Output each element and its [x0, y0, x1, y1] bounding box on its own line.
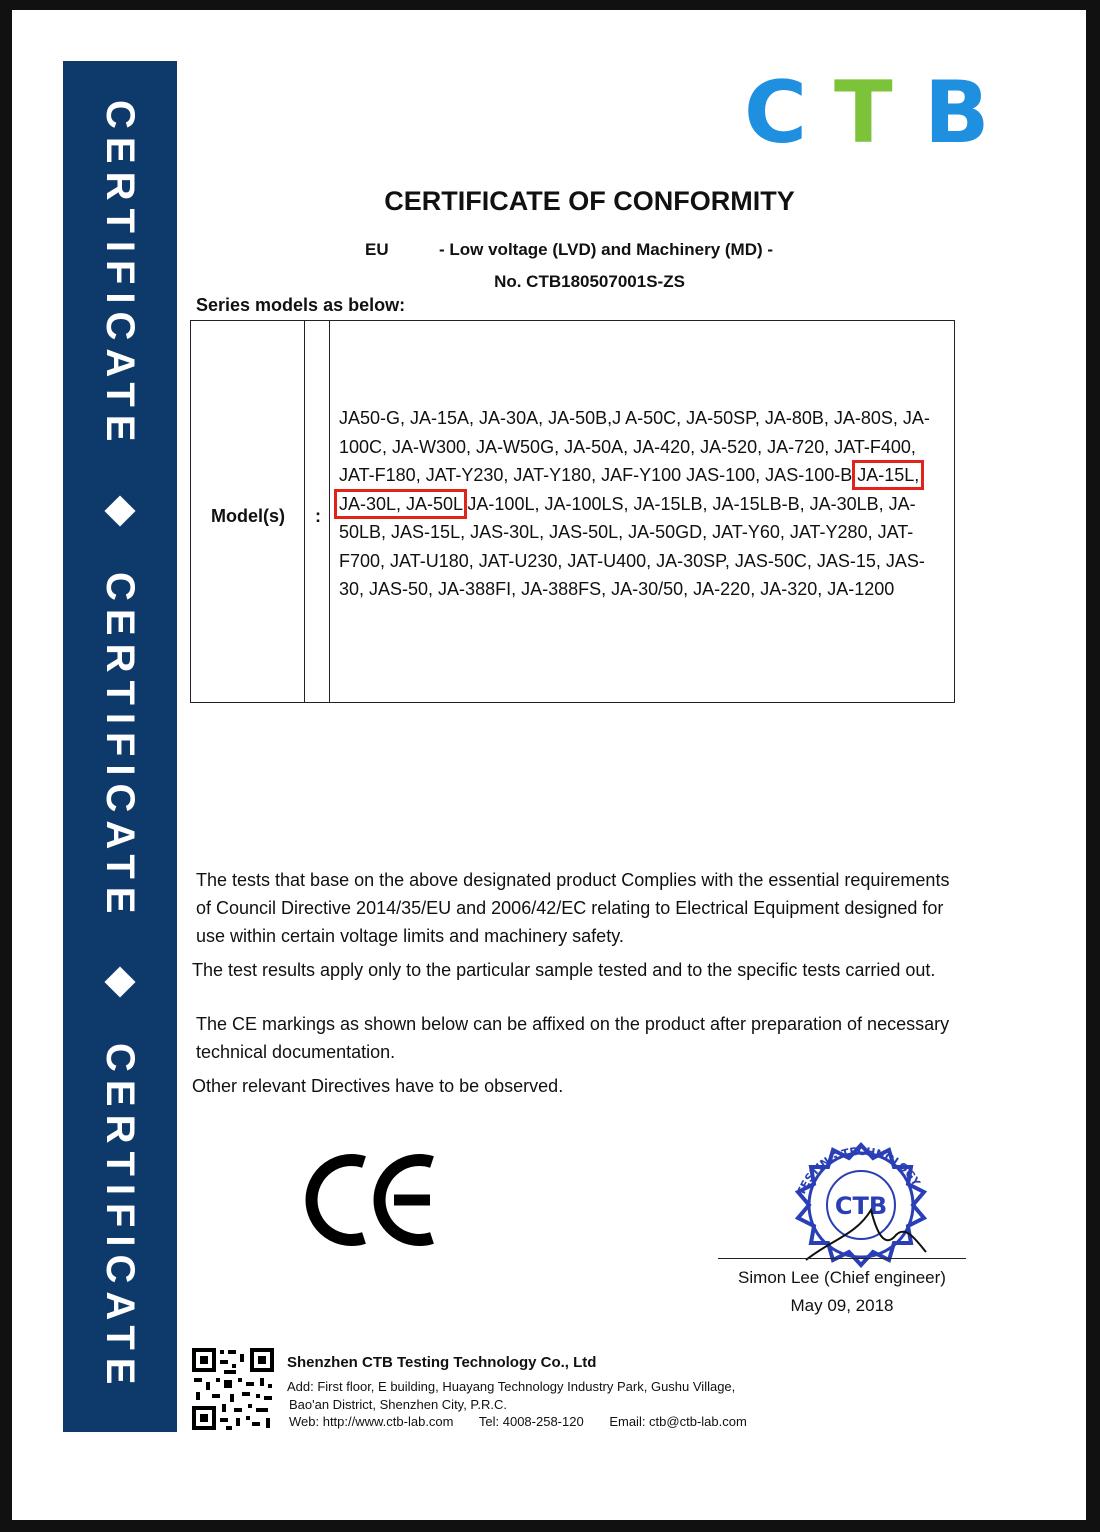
company-tel: Tel: 4008-258-120 [478, 1414, 584, 1429]
directives-statement: Other relevant Directives have to be observed. [192, 1076, 564, 1096]
ce-statement: The CE markings as shown below can be affixed on the product after preparation of necessary technical documentation. [196, 1014, 950, 1062]
svg-text:TESTING TECHNOLOGY: TESTING TECHNOLOGY [794, 1144, 923, 1198]
signature-date: May 09, 2018 [790, 1296, 894, 1315]
models-label: Model(s) [211, 506, 285, 526]
models-table [190, 320, 955, 703]
ce-mark-icon [304, 1150, 444, 1250]
signer-name: Simon Lee (Chief engineer) [738, 1268, 946, 1287]
company-seal [776, 1140, 946, 1280]
scope-statement: The test results apply only to the particular sample tested and to the specific tests carried out. [192, 960, 936, 980]
models-colon: : [315, 506, 321, 526]
certificate-page [12, 10, 1086, 1520]
sidebar-word: CERTIFICATE [98, 571, 142, 922]
certificate-number: No. CTB180507001S-ZS [494, 272, 685, 291]
certificate-sidebar [63, 61, 177, 1432]
certificate-title: CERTIFICATE OF CONFORMITY [384, 186, 795, 216]
signature-area [718, 1140, 978, 1320]
ctb-logo [734, 70, 1004, 150]
series-heading: Series models as below: [196, 295, 406, 315]
models-text: JA-100L, JA-100LS, JA-15LB, JA-15LB-B, JA-30LB, JA-50LB, JAS-15L, JAS-30L, JAS-50L, JA-50GD, JAT-Y60, JAT-Y280, JAT-F700, JAT-U180, JAT-U230, JAT-U400, JA-30SP, JAS-50C, JAS-15, JAS-30, JAS-50, JA-388FI, JA-388FS, JA-30/50, JA-220, JA-320, JA-1200 [339, 493, 925, 599]
logo-letter-b: B [924, 70, 990, 150]
sidebar-word: CERTIFICATE [98, 1043, 142, 1393]
sidebar-diamond [104, 967, 135, 998]
company-address-line-2: Bao'an District, Shenzhen City, P.R.C. [289, 1397, 508, 1412]
svg-text:CTB: CTB [834, 1192, 888, 1220]
signature-line [718, 1258, 966, 1259]
region-label: EU [365, 240, 389, 259]
table-divider [304, 321, 305, 702]
logo-letter-t: T [834, 70, 893, 150]
table-divider [329, 321, 330, 702]
models-text: JA50-G, JA-15A, JA-30A, JA-50B,J A-50C, JA-50SP, JA-80B, JA-80S, JA-100C, JA-W300, JA-W50G, JA-50A, JA-420, JA-520, JA-720, JAT-F400, JAT-F180, JAT-Y230, JAT-Y180, JAF-Y100 JAS-100, JAS-100-B [339, 408, 930, 485]
sidebar-diamond [104, 495, 135, 526]
compliance-statement: The tests that base on the above designated product Complies with the essential requirements of Council Directive 2014/35/EU and 2006/42/EC relating to Electrical Equipment designed for use within certain voltage limits and machinery safety. [196, 870, 950, 946]
company-email: Email: ctb@ctb-lab.com [609, 1414, 747, 1429]
directive-label: - Low voltage (LVD) and Machinery (MD) - [439, 240, 774, 259]
logo-letter-c: C [744, 70, 808, 150]
contact-row [289, 1414, 769, 1429]
qr-code-icon [190, 1346, 276, 1432]
company-address-line-1: Add: First floor, E building, Huayang Technology Industry Park, Gushu Village, [287, 1379, 736, 1394]
company-web: Web: http://www.ctb-lab.com [289, 1414, 454, 1429]
sidebar-word: CERTIFICATE [98, 100, 142, 450]
models-list [339, 404, 944, 604]
company-name: Shenzhen CTB Testing Technology Co., Ltd [287, 1354, 597, 1371]
highlighted-models: JA-15L, JA-30L, JA-50L [339, 465, 920, 514]
